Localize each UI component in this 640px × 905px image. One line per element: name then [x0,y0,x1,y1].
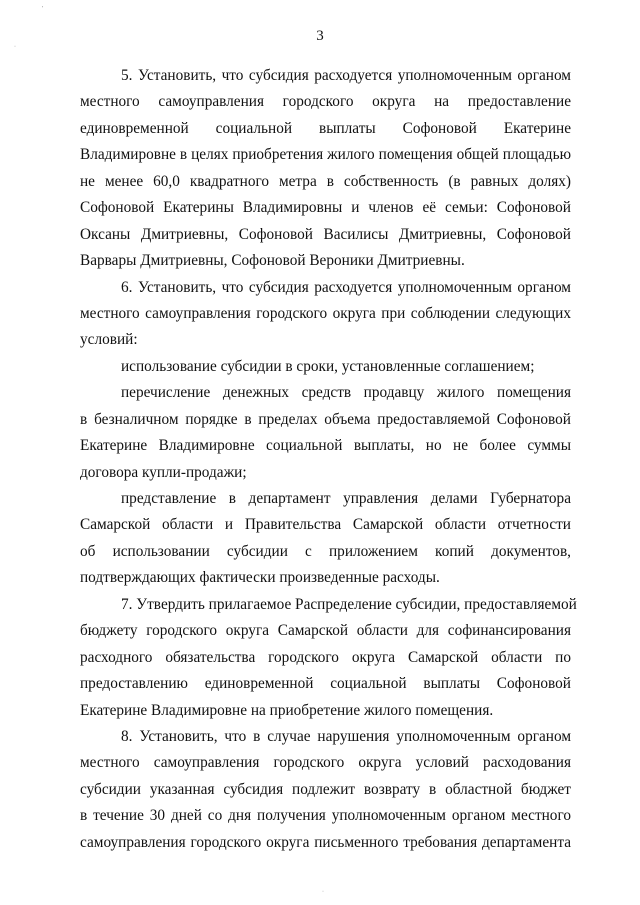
text-line: Екатерине Владимировне на приобретение жилого помещения. [80,701,494,719]
text-line: об использовании субсидии с приложением копий документов, [80,542,571,560]
text-line: предоставлению единовременной социальной выплаты Софоновой [80,675,571,693]
text-line: самоуправления городского округа письменного требования департамента [80,833,571,851]
text-line: бюджету городского округа Самарской области для софинансирования [80,622,571,640]
text-line: субсидии указанная субсидия подлежит возврату в областной бюджет [80,780,571,798]
text-line: 6. Установить, что субсидия расходуется уполномоченным органом [121,278,571,296]
text-line: Владимировне в целях приобретения жилого помещения общей площадью [80,146,571,164]
text-line: Оксаны Дмитриевны, Софоновой Василисы Дмитриевны, Софоновой [80,225,571,243]
scan-mark: ' [42,6,44,12]
scan-mark: · [14,44,16,50]
text-line: в безналичном порядке в пределах объема предоставляемой Софоновой [80,410,571,428]
text-line: представление в департамент управления делами Губернатора [121,490,571,507]
text-line: подтверждающих фактически произведенные расходы. [80,569,440,587]
scan-mark: · [322,889,324,895]
text-line: единовременной социальной выплаты Софоновой Екатерине [80,119,571,137]
text-line: Самарской области и Правительства Самарской области отчетности [80,516,571,534]
text-line: местного самоуправления городского округа при соблюдении следующих [80,304,571,322]
page-number: 3 [316,28,324,44]
text-line: Варвары Дмитриевны, Софоновой Вероники Дмитриевны. [80,252,465,270]
text-line: не менее 60,0 квадратного метра в собственность (в равных долях) [80,172,571,190]
text-line: использование субсидии в сроки, установленные соглашением; [121,357,535,375]
text-line: расходного обязательства городского округа Самарской области по [80,648,571,666]
text-line: 5. Установить, что субсидия расходуется уполномоченным органом [121,67,571,84]
text-line: Екатерине Владимировне социальной выплаты, но не более суммы [80,437,571,455]
text-line: в течение 30 дней со дня получения уполномоченным органом местного [80,807,571,825]
text-line: перечисление денежных средств продавцу жилого помещения [121,384,571,402]
text-line: 8. Установить, что в случае нарушения уполномоченным органом [121,727,571,745]
text-line: условий: [80,331,138,349]
text-line: договора купли-продажи; [80,463,247,481]
text-line: местного самоуправления городского округа на предоставление [80,93,571,111]
text-line: местного самоуправления городского округа условий расходования [80,754,571,772]
text-line: 7. Утвердить прилагаемое Распределение субсидии, предоставляемой [121,595,577,613]
text-line: Софоновой Екатерины Владимировны и членов её семьи: Софоновой [80,199,571,217]
document-body [80,63,577,856]
